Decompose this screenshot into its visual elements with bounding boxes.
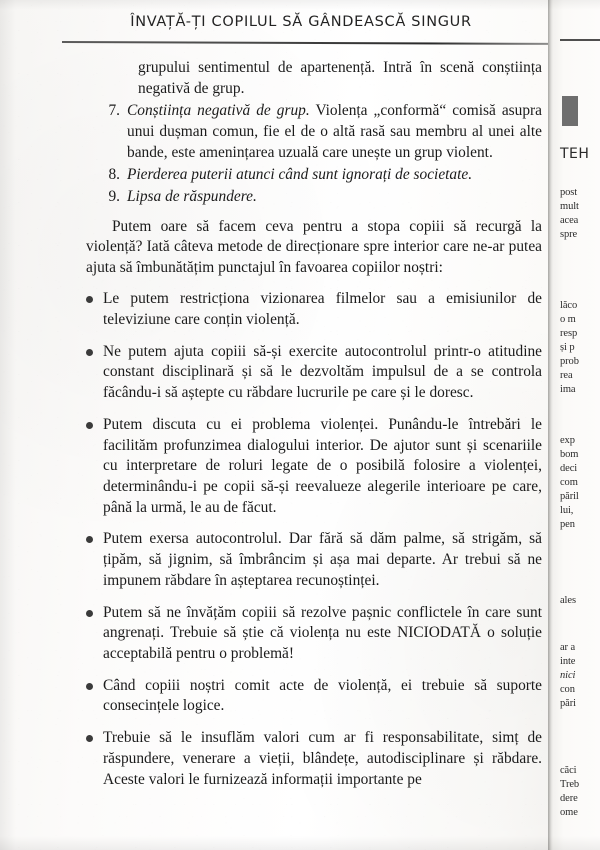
list-item [86,603,542,665]
list-item [86,529,542,591]
facing-page-text-fragment: prob [560,356,579,367]
facing-page-text-fragment: ima [560,384,576,395]
list-item-lead: Pierderea puterii atunci când sunt ignorați de societate. [127,165,473,183]
facing-page-text-fragment: păril [560,491,579,502]
bullet-dot-icon [86,728,103,790]
facing-page-text-fragment: ome [560,807,578,818]
bulleted-list [86,289,542,790]
list-item [86,728,542,790]
facing-page-text-fragment: inte [560,656,576,667]
list-item [86,676,542,717]
list-item [86,101,542,164]
facing-page-ornament [562,96,578,126]
facing-page-text-fragment: ar a [560,642,576,653]
facing-page-text-fragment: bom [560,449,579,460]
list-item-body [127,101,542,164]
bullet-dot-icon [86,342,103,404]
scan-edge-shadow-bottom [0,836,600,850]
facing-page-text-fragment: ales [560,595,576,606]
bullet-text: Trebuie să le insuflăm valori cum ar fi responsabilitate, simț de răspundere, venerare a vieții, blândețe, autodisciplinare și răbdare. Aceste valori le furnizează informații importante pe [103,729,542,788]
list-item-body [127,187,542,208]
facing-page-text-fragment: rea [560,370,573,381]
list-item-lead: Lipsa de răspundere. [127,187,257,205]
bullet-text: Putem discuta cu ei problema violenței. Punându-le întrebări le facilităm profunzimea dialogului interior. De ajutor sunt și scenariile cu interpretare de roluri legate de o posibilă folosire a violenței, determinându-i pe copii să-și reevalueze alegerile interioare pe care, până la urmă, le au de făcut. [103,415,542,516]
bullet-dot-icon [86,603,103,665]
facing-page-text-fragment: pări [560,698,576,709]
facing-page-sliver [548,0,600,850]
running-head-title: ÎNVAȚĂ-ȚI COPILUL SĂ GÂNDEASCĂ SINGUR [130,14,472,30]
facing-page-text-fragment: pen [560,519,575,530]
facing-page-text-fragment: post [560,187,578,198]
facing-page-text-fragment: con [560,684,575,695]
bullet-dot-icon [86,676,103,717]
facing-page-text-fragment: resp [560,328,578,339]
facing-page-text-fragment: o m [560,314,576,325]
facing-page-text-fragment: nici [560,670,576,681]
bullet-text: Putem exersa autocontrolul. Dar fără să dăm palme, să strigăm, să țipăm, să jignim, să îmbrâncim și așa mai departe. Ar trebui să ne impunem răbdare în așteptarea recunoștinței. [103,530,542,589]
bullet-text: Când copiii noștri comit acte de violență, ei trebuie să suporte consecințele logice. [103,676,542,715]
list-item [86,342,542,404]
facing-page-rule [560,39,600,41]
facing-page-text-fragment: dere [560,793,578,804]
numbered-list-continuation: grupului sentimentul de apartenență. Intră în scenă conștiința negativă de grup. [138,59,542,97]
page-fold-shadow [548,0,553,850]
list-item [86,187,542,208]
list-item [86,165,542,186]
bullet-dot-icon [86,529,103,591]
facing-page-text-fragment: exp [560,435,575,446]
facing-page-text-fragment: Treb [560,779,580,790]
list-item-number: 8. [108,165,120,183]
bullet-text: Ne putem ajuta copiii să-și exercite autocontrolul printr-o atitudine constant disciplinară și să le dezvoltăm impulsul de a se controla făcându-i să aștepte cu răbdare lucrurile pe care și le doresc. [103,342,542,402]
list-item-number: 9. [108,187,120,205]
bullet-text: Putem să ne învățăm copiii să rezolve pașnic conflictele în care sunt angrenați. Trebuie să știe că violența nu este NICIODATĂ o soluție acceptabilă pentru o problemă! [103,603,542,662]
facing-page-content [558,0,600,850]
facing-page-text-fragment: deci [560,463,578,474]
list-item [86,415,542,519]
header-rule [62,41,554,45]
facing-page-chapter-label: TEH [560,146,590,162]
bullet-dot-icon [86,415,103,519]
scan-edge-shadow-left [0,0,16,850]
numbered-list [86,101,542,208]
facing-page-text-fragment: căci [560,765,577,776]
facing-page-text-fragment: acea [560,215,579,226]
list-item [86,289,542,330]
facing-page-text-fragment: lăco [560,300,578,311]
body-paragraph: Putem oare să facem ceva pentru a stopa copiii să recurgă la violență? Iată câteva metode de direcționare spre interior care ne-ar putea ajuta să îmbunătățim punctajul în favoarea copiilor noștri: [86,217,542,277]
main-text-column [86,58,542,790]
facing-page-text-fragment: mult [560,201,579,212]
facing-page-text-fragment: lui, [560,505,574,516]
bullet-dot-icon [86,289,103,330]
list-item-lead: Conștiința negativă de grup. [127,101,310,119]
facing-page-text-fragment: spre [560,229,578,240]
facing-page-text-fragment: com [560,477,578,488]
list-item-body [127,165,542,186]
facing-page-text-fragment: și p [560,342,575,353]
list-item-rest: Violența „conformă“ comisă asupra unui dușman comun, fie el de o altă rasă sau membru al unei alte bande, este amenințarea uzuală care unește un grup violent. [127,101,542,161]
list-item-number: 7. [108,101,120,119]
bullet-text: Le putem restricționa vizionarea filmelor sau a emisiunilor de televiziune care conțin violență. [103,290,542,328]
scan-edge-shadow-top [0,0,600,10]
